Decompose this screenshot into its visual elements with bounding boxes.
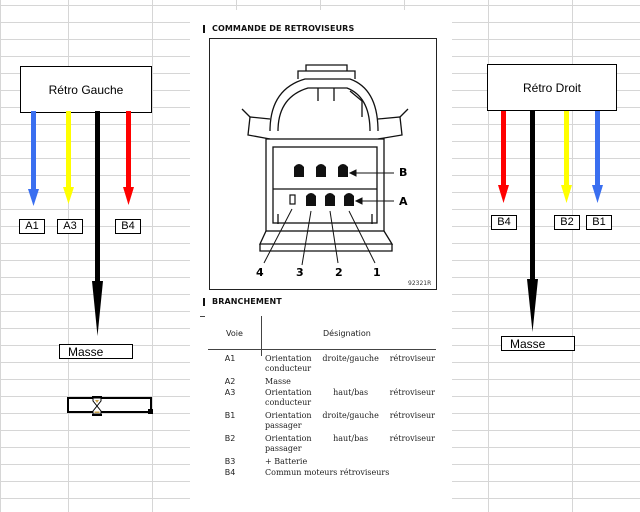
table-row-code: B1 [224, 411, 236, 420]
left-pin-label-a1: A1 [19, 219, 45, 234]
connector-document [190, 10, 452, 512]
row-label-b: B [399, 166, 408, 179]
table-row-desc: Orientation droite/gauche rétroviseur passager [265, 411, 435, 430]
right-pin-label-b1: B1 [586, 215, 612, 230]
pin-number-4: 4 [256, 266, 264, 279]
connector-figure [209, 38, 437, 290]
table-row-code: A3 [224, 388, 236, 397]
table-header-voie: Voie [226, 329, 243, 338]
table-row-code: B3 [224, 457, 236, 466]
pin-number-3: 3 [296, 266, 304, 279]
hourglass-icon [91, 396, 103, 416]
table-row-code: A1 [224, 354, 236, 363]
left-ground-label: Masse [59, 344, 133, 359]
selected-cell[interactable] [67, 397, 152, 413]
document-heading: COMMANDE DE RETROVISEURS [212, 24, 355, 33]
table-row-desc: Orientation haut/bas rétroviseur conducteur [265, 388, 435, 407]
right-wire-yellow [561, 109, 572, 203]
table-row-desc: Orientation haut/bas rétroviseur passager [265, 434, 435, 453]
right-pin-label-b2: B2 [554, 215, 580, 230]
left-pin-label-b4: B4 [115, 219, 141, 234]
pin-number-1: 1 [373, 266, 381, 279]
pinout-table [190, 316, 452, 506]
right-ground-label: Masse [501, 336, 575, 351]
figure-reference: 92321R [408, 280, 432, 287]
table-row-code: A2 [224, 377, 236, 386]
table-row-desc: Masse [265, 377, 291, 386]
left-wire-red [123, 111, 134, 205]
left-mirror-title: Rétro Gauche [48, 82, 124, 97]
row-label-a: A [399, 195, 408, 208]
left-wire-blue [28, 111, 39, 206]
left-wire-black [92, 111, 103, 336]
table-row-desc: Commun moteurs rétroviseurs [265, 468, 390, 477]
right-mirror-title: Rétro Droit [522, 80, 581, 95]
right-pin-label-b4: B4 [491, 215, 517, 230]
connector-drawing [210, 39, 436, 289]
table-header-designation: Désignation [323, 329, 371, 338]
table-row-code: B4 [224, 468, 236, 477]
right-wire-red [498, 109, 509, 203]
table-row-desc: + Batterie [265, 457, 308, 466]
section-heading: BRANCHEMENT [212, 297, 282, 306]
table-row-desc: Orientation droite/gauche rétroviseur conducteur [265, 354, 435, 373]
table-row-code: B2 [224, 434, 236, 443]
right-wire-blue [592, 109, 603, 203]
left-pin-label-a3: A3 [57, 219, 83, 234]
pin-number-2: 2 [335, 266, 343, 279]
right-wire-black [527, 109, 538, 332]
left-wire-yellow [63, 111, 74, 204]
right-mirror-box [487, 64, 617, 111]
